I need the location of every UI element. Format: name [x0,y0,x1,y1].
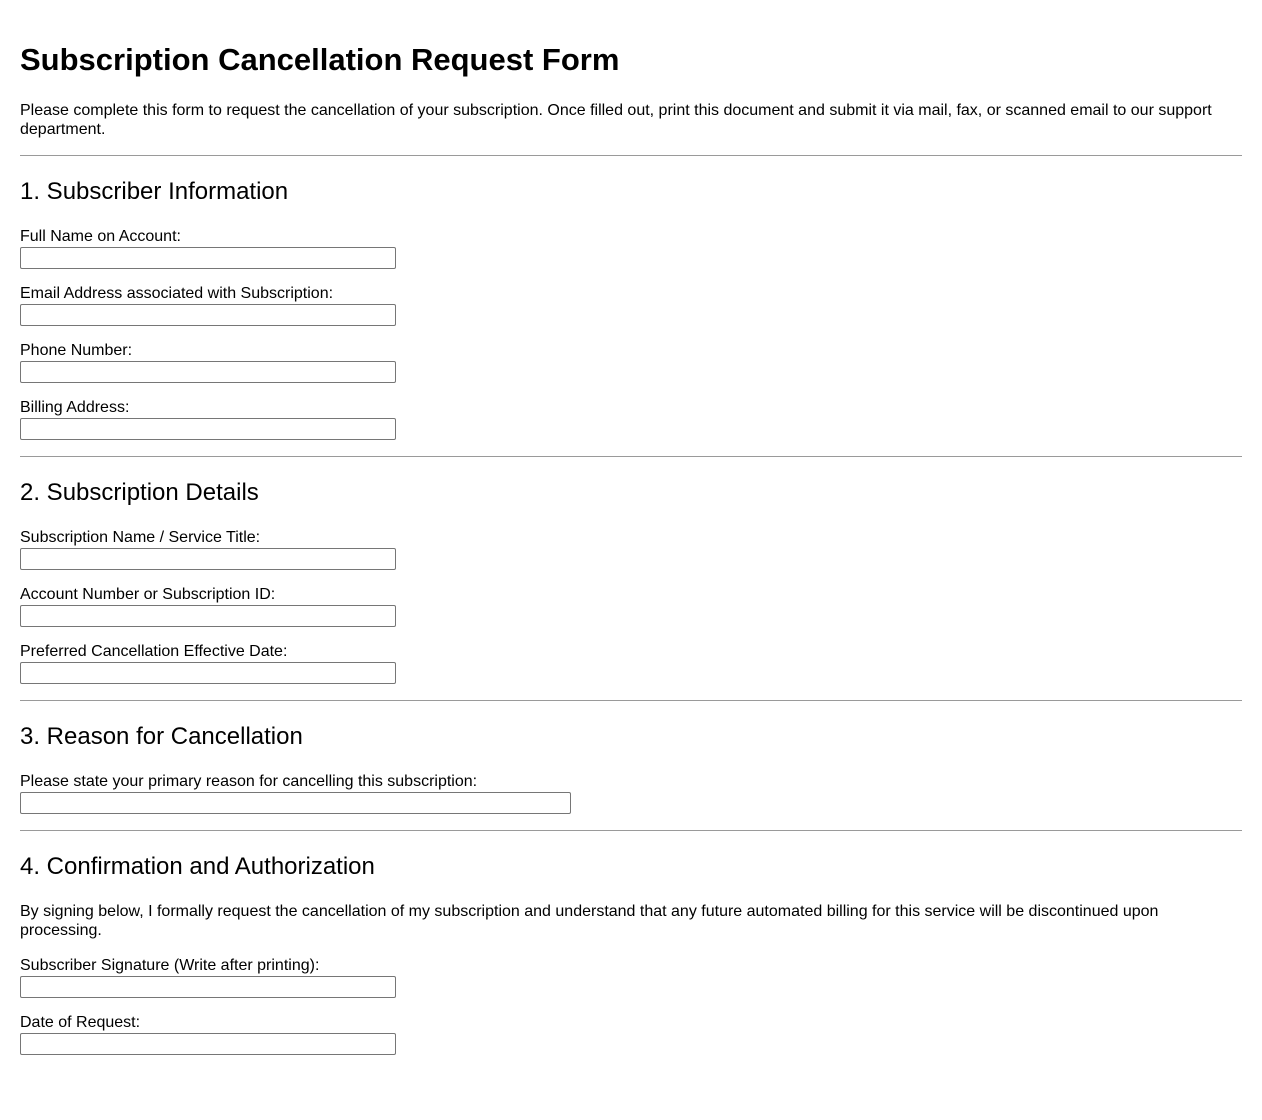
subscription-details-section [20,478,1242,684]
primary-reason-label: Please state your primary reason for cancelling this subscription: [20,773,478,790]
section-heading-reason: 3. Reason for Cancellation [20,723,303,750]
signature-input[interactable] [20,976,396,998]
request-date-field [20,1013,1242,1055]
service-title-input[interactable] [20,548,396,570]
account-number-label: Account Number or Subscription ID: [20,586,276,603]
section-divider [20,830,1242,831]
section-divider [20,456,1242,457]
subscriber-information-section [20,177,1242,440]
form-title: Subscription Cancellation Request Form [20,42,620,77]
billing-address-label: Billing Address: [20,399,130,416]
signature-field [20,956,1242,998]
billing-address-input[interactable] [20,418,396,440]
section-heading-details: 2. Subscription Details [20,479,259,506]
full-name-input[interactable] [20,247,396,269]
account-number-input[interactable] [20,605,396,627]
section-divider [20,700,1242,701]
effective-date-label: Preferred Cancellation Effective Date: [20,643,288,660]
authorization-statement: By signing below, I formally request the cancellation of my subscription and understand that any future automated billing for this service will be discontinued upon processing. [20,903,1159,939]
section-divider [20,155,1242,156]
effective-date-field [20,642,1242,684]
email-label: Email Address associated with Subscription: [20,285,334,302]
primary-reason-field [20,772,1242,814]
account-number-field [20,585,1242,627]
phone-field [20,341,1242,383]
full-name-label: Full Name on Account: [20,228,181,245]
section-heading-subscriber: 1. Subscriber Information [20,178,289,205]
confirmation-section [20,852,1242,1055]
email-input[interactable] [20,304,396,326]
billing-address-field [20,398,1242,440]
email-field [20,284,1242,326]
full-name-field [20,227,1242,269]
effective-date-input[interactable] [20,662,396,684]
service-title-label: Subscription Name / Service Title: [20,529,261,546]
phone-label: Phone Number: [20,342,133,359]
section-heading-confirmation: 4. Confirmation and Authorization [20,853,375,880]
phone-input[interactable] [20,361,396,383]
form-intro: Please complete this form to request the cancellation of your subscription. Once filled out, print this document and submit it via mail, fax, or scanned email to our support department. [20,102,1212,138]
service-title-field [20,528,1242,570]
primary-reason-input[interactable] [20,792,571,814]
reason-section [20,722,1242,814]
request-date-label: Date of Request: [20,1014,141,1031]
request-date-input[interactable] [20,1033,396,1055]
signature-label: Subscriber Signature (Write after printing): [20,957,320,974]
